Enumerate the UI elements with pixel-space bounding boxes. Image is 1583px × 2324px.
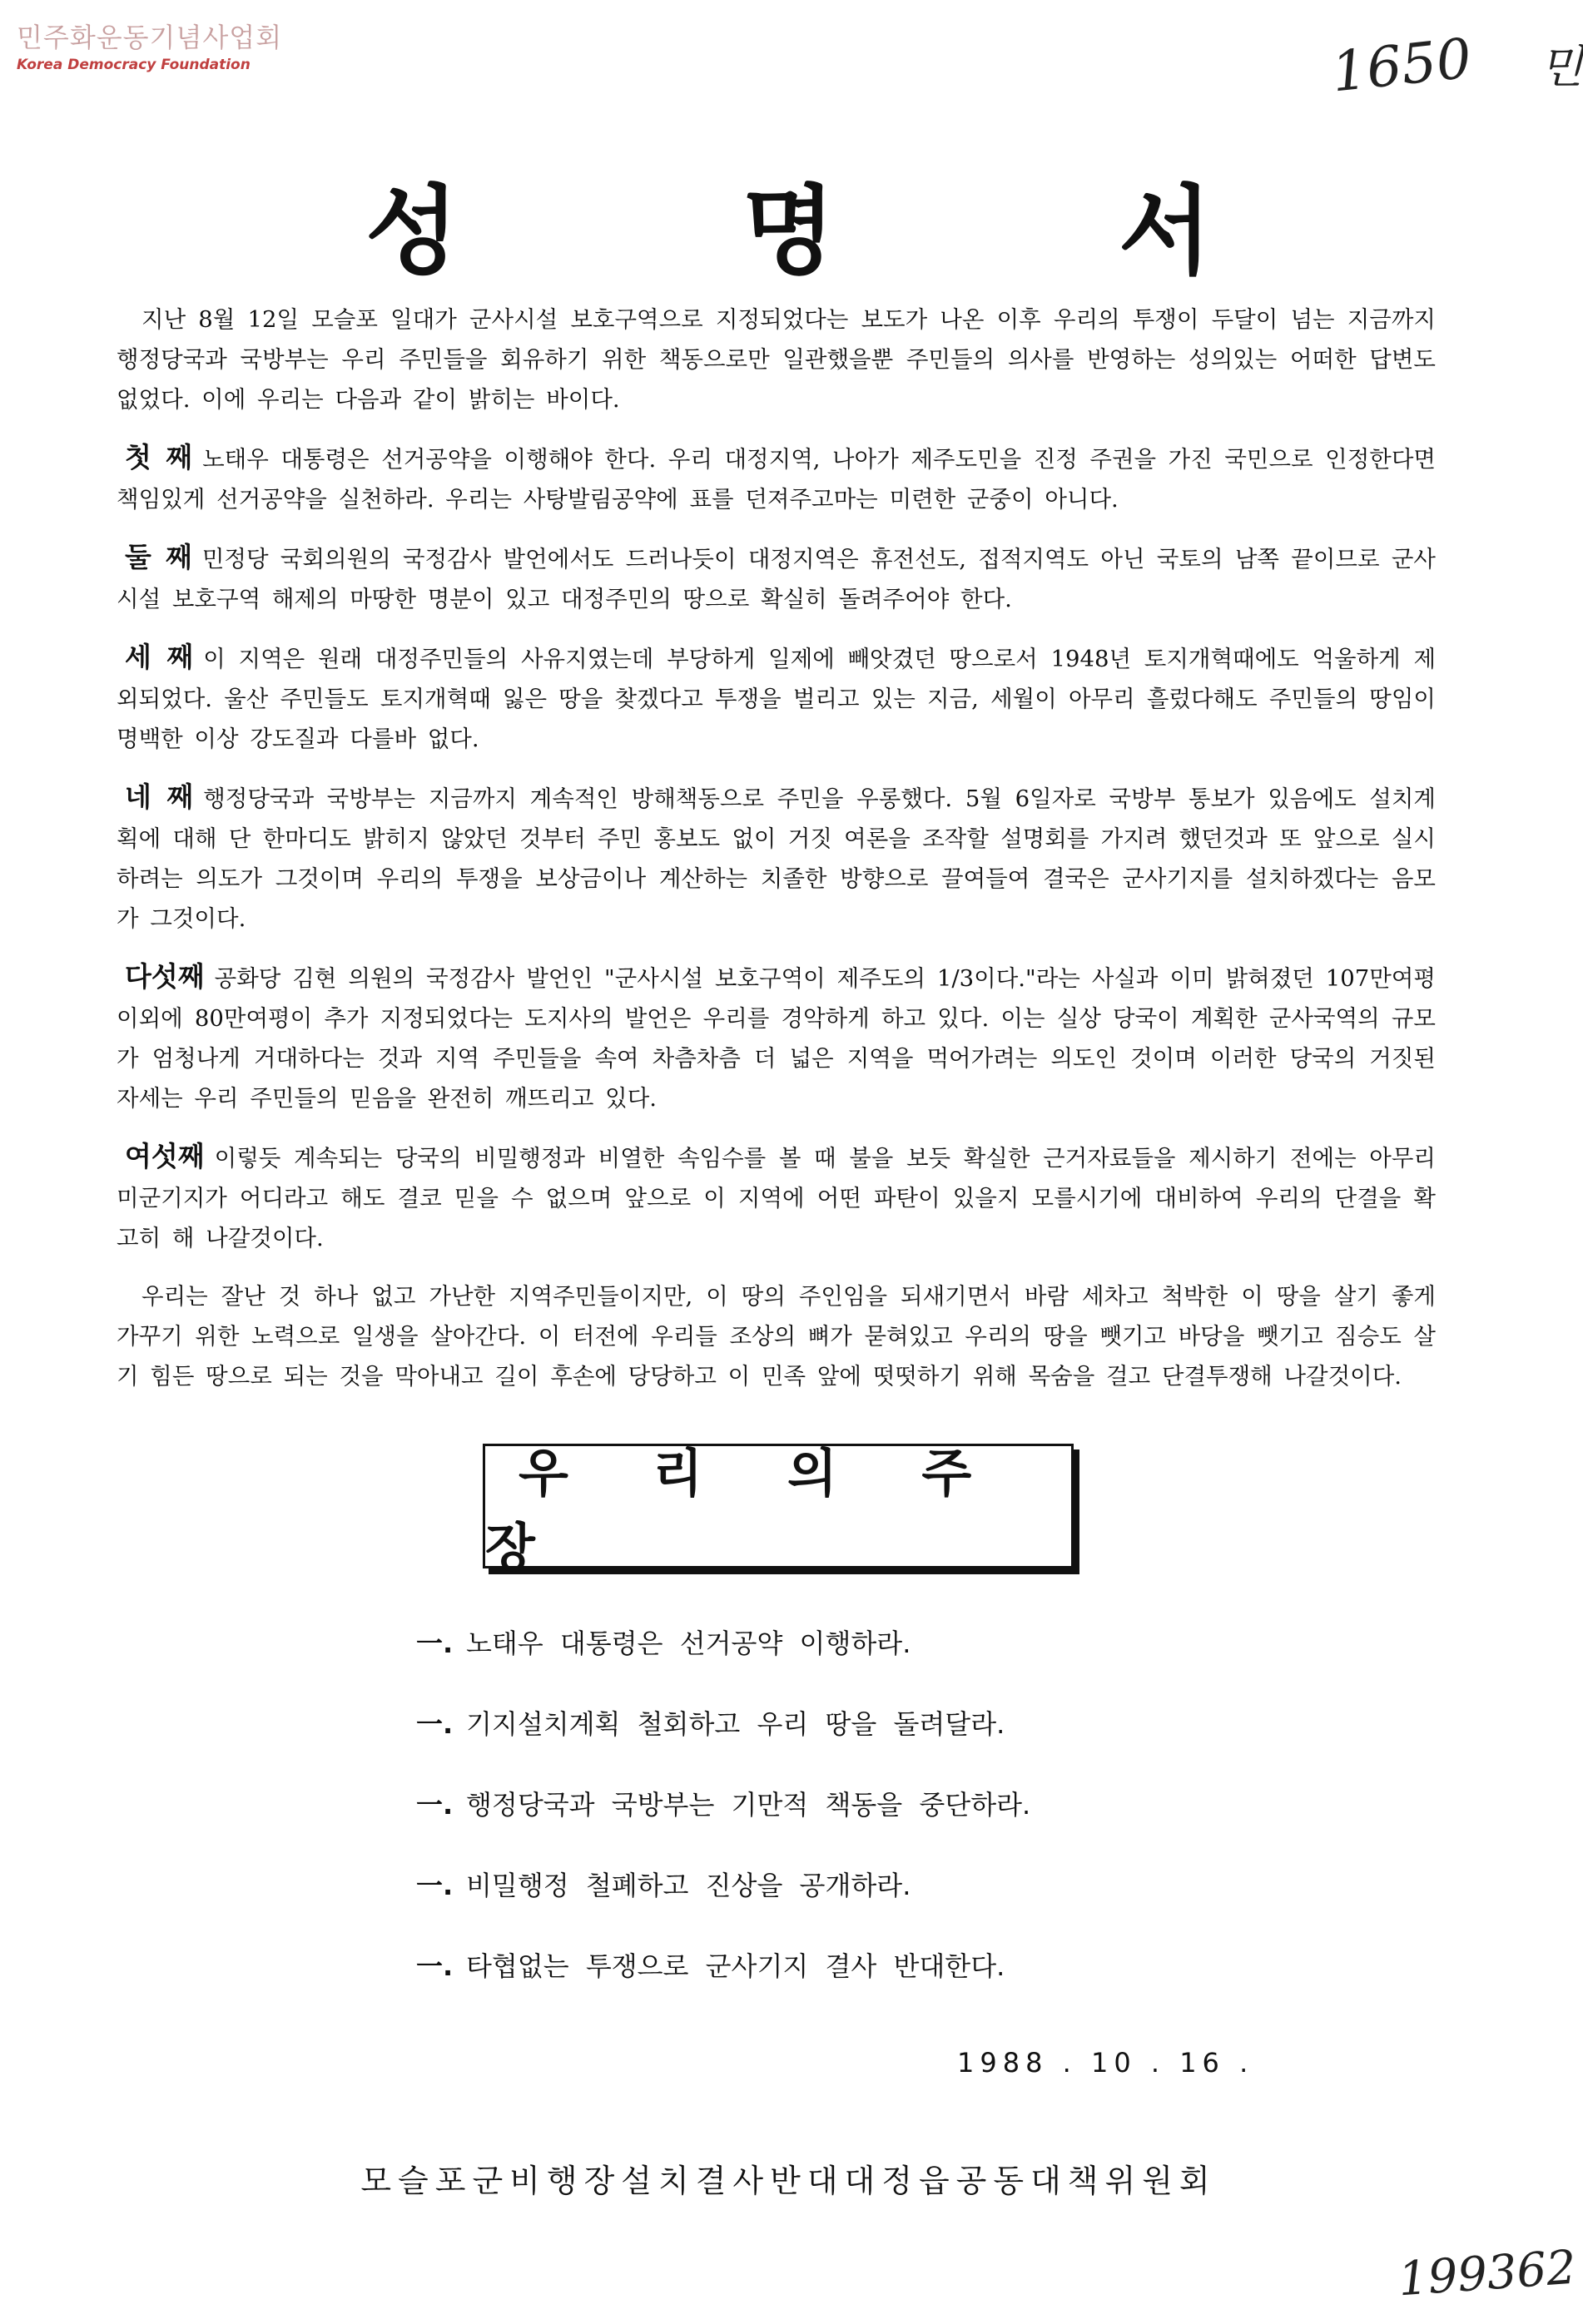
point-label: 네 째 bbox=[125, 780, 194, 813]
point-text: 행정당국과 국방부는 지금까지 계속적인 방해책동으로 주민을 우롱했다. 5월 6일자로 국방부 통보가 있음에도 설치계획에 대해 단 한마디도 밝히지 않았던 것부터 주민 홍보도 없이 거짓 여론을 조작할 설명회를 가지려 했던것과 또 앞으로 실시하려는 의도가 그것이며 우리의 투쟁을 보상금이나 계산하는 치졸한 방향으로 끌여들여 결국은 군사기지를 설치하겠다는 음모가 그것이다. bbox=[117, 785, 1436, 932]
closing-paragraph: 우리는 잘난 것 하나 없고 가난한 지역주민들이지만, 이 땅의 주인임을 되새기면서 바람 세차고 척박한 이 땅을 살기 좋게 가꾸기 위한 노력으로 일생을 살아간다. 이 터전에 우리들 조상의 뼈가 묻혀있고 우리의 땅을 뺏기고 바당을 뺏기고 짐승도 살기 힘든 땅으로 되는 것을 막아내고 길이 후손에 당당하고 이 민족 앞에 떳떳하기 위해 목숨을 걸고 단결투쟁해 나갈것이다. bbox=[117, 1283, 1436, 1390]
claim-bullet: 一. bbox=[416, 1950, 454, 1982]
claim-bullet: 一. bbox=[416, 1708, 454, 1740]
point-label: 여섯째 bbox=[125, 1140, 205, 1172]
point-text: 민정당 국회의원의 국정감사 발언에서도 드러나듯이 대정지역은 휴전선도, 접적지역도 아닌 국토의 남쪽 끝이므로 군사시설 보호구역 해제의 마땅한 명분이 있고 대정주민의 땅으로 확실히 돌려주어야 한다. bbox=[117, 546, 1436, 612]
point-text: 이 지역은 원래 대정주민들의 사유지였는데 부당하게 일제에 빼앗겼던 땅으로서 1948년 토지개혁때에도 억울하게 제외되었다. 울산 주민들도 토지개혁때 잃은 땅을 찾겠다고 투쟁을 벌리고 있는 지금, 세월이 아무리 흘렀다해도 주민들의 땅임이 명백한 이상 강도질과 다를바 없다. bbox=[117, 646, 1437, 752]
watermark-english: Korea Democracy Foundation bbox=[17, 57, 251, 73]
statement-body bbox=[117, 300, 1436, 1415]
point-paragraph-1 bbox=[117, 438, 1436, 519]
claim-bullet: 一. bbox=[416, 1789, 454, 1821]
point-paragraph-6 bbox=[117, 1137, 1436, 1258]
claim-item bbox=[416, 1784, 1030, 1865]
claim-item bbox=[416, 1865, 1030, 1945]
point-label: 다섯째 bbox=[125, 960, 205, 993]
point-text: 이렇듯 계속되는 당국의 비밀행정과 비열한 속임수를 볼 때 불을 보듯 확실한 근거자료들을 제시하기 전에는 아무리 미군기지가 어디라고 해도 결코 믿을 수 없으며 앞으로 이 지역에 어떤 파탄이 있을지 모를시기에 대비하여 우리의 단결을 확고히 해 나갈것이다. bbox=[117, 1145, 1436, 1251]
handwritten-page-number: 1650 bbox=[1328, 26, 1475, 105]
issuing-organization: 모슬포군비행장설치결사반대대정읍공동대책위원회 bbox=[360, 2163, 1217, 2199]
claim-text: 노태우 대통령은 선거공약 이행하라. bbox=[466, 1628, 911, 1659]
claims-title-box bbox=[483, 1443, 1074, 1578]
claim-bullet: 一. bbox=[416, 1870, 454, 1901]
document-title: 성 명 서 bbox=[365, 176, 1337, 288]
watermark-korean: 민주화운동기념사업회 bbox=[17, 22, 283, 53]
point-text: 노태우 대통령은 선거공약을 이행해야 한다. 우리 대정지역, 나아가 제주도민을 진정 주권을 가진 국민으로 인정한다면 책임있게 선거공약을 실천하라. 우리는 사탕발림공약에 표를 던져주고마는 미련한 군중이 아니다. bbox=[117, 446, 1436, 513]
claim-item bbox=[416, 1945, 1030, 2026]
point-label: 세 째 bbox=[125, 641, 194, 673]
document-date: 1988 . 10 . 16 . bbox=[957, 2047, 1254, 2079]
claim-text: 기지설치계획 철회하고 우리 땅을 돌려달라. bbox=[466, 1708, 1005, 1740]
point-paragraph-5 bbox=[117, 957, 1436, 1118]
point-paragraph-2 bbox=[117, 538, 1436, 619]
handwritten-mark: 민 bbox=[1540, 41, 1583, 93]
point-text: 공화당 김현 의원의 국정감사 발언인 "군사시설 보호구역이 제주도의 1/3이다."라는 사실과 이미 밝혀졌던 107만여평이외에 80만여평이 추가 지정되었다는 도지사의 발언은 우리를 경악하게 하고 있다. 이는 실상 당국이 계획한 군사국역의 규모가 엄청나게 거대하다는 것과 지역 주민들을 속여 차츰차츰 더 넓은 지역을 먹어가려는 의도인 것이며 이러한 당국의 거짓된 자세는 우리 주민들의 믿음을 완전히 깨뜨리고 있다. bbox=[117, 965, 1436, 1112]
point-label: 둘 째 bbox=[125, 541, 192, 573]
handwritten-archive-number: 199362 bbox=[1396, 2240, 1578, 2307]
claims-list bbox=[416, 1623, 1030, 2026]
claim-item bbox=[416, 1623, 1030, 1703]
point-label: 첫 째 bbox=[125, 441, 193, 473]
claims-title: 우 리 의 주 장 bbox=[485, 1443, 1005, 1578]
claim-bullet: 一. bbox=[416, 1628, 454, 1659]
claim-text: 행정당국과 국방부는 기만적 책동을 중단하라. bbox=[466, 1789, 1031, 1821]
claim-text: 비밀행정 철폐하고 진상을 공개하라. bbox=[466, 1870, 911, 1901]
point-paragraph-3 bbox=[117, 637, 1436, 759]
claim-text: 타협없는 투쟁으로 군사기지 결사 반대한다. bbox=[466, 1950, 1005, 1982]
claim-item bbox=[416, 1703, 1030, 1784]
point-paragraph-4 bbox=[117, 777, 1436, 939]
intro-paragraph: 지난 8월 12일 모슬포 일대가 군사시설 보호구역으로 지정되었다는 보도가 나온 이후 우리의 투쟁이 두달이 넘는 지금까지 행정당국과 국방부는 우리 주민들을 회유하기 위한 책동으로만 일관했을뿐 주민들의 의사를 반영하는 성의있는 어떠한 답변도 없었다. 이에 우리는 다음과 같이 밝히는 바이다. bbox=[117, 306, 1436, 413]
watermark-logo bbox=[17, 17, 282, 73]
